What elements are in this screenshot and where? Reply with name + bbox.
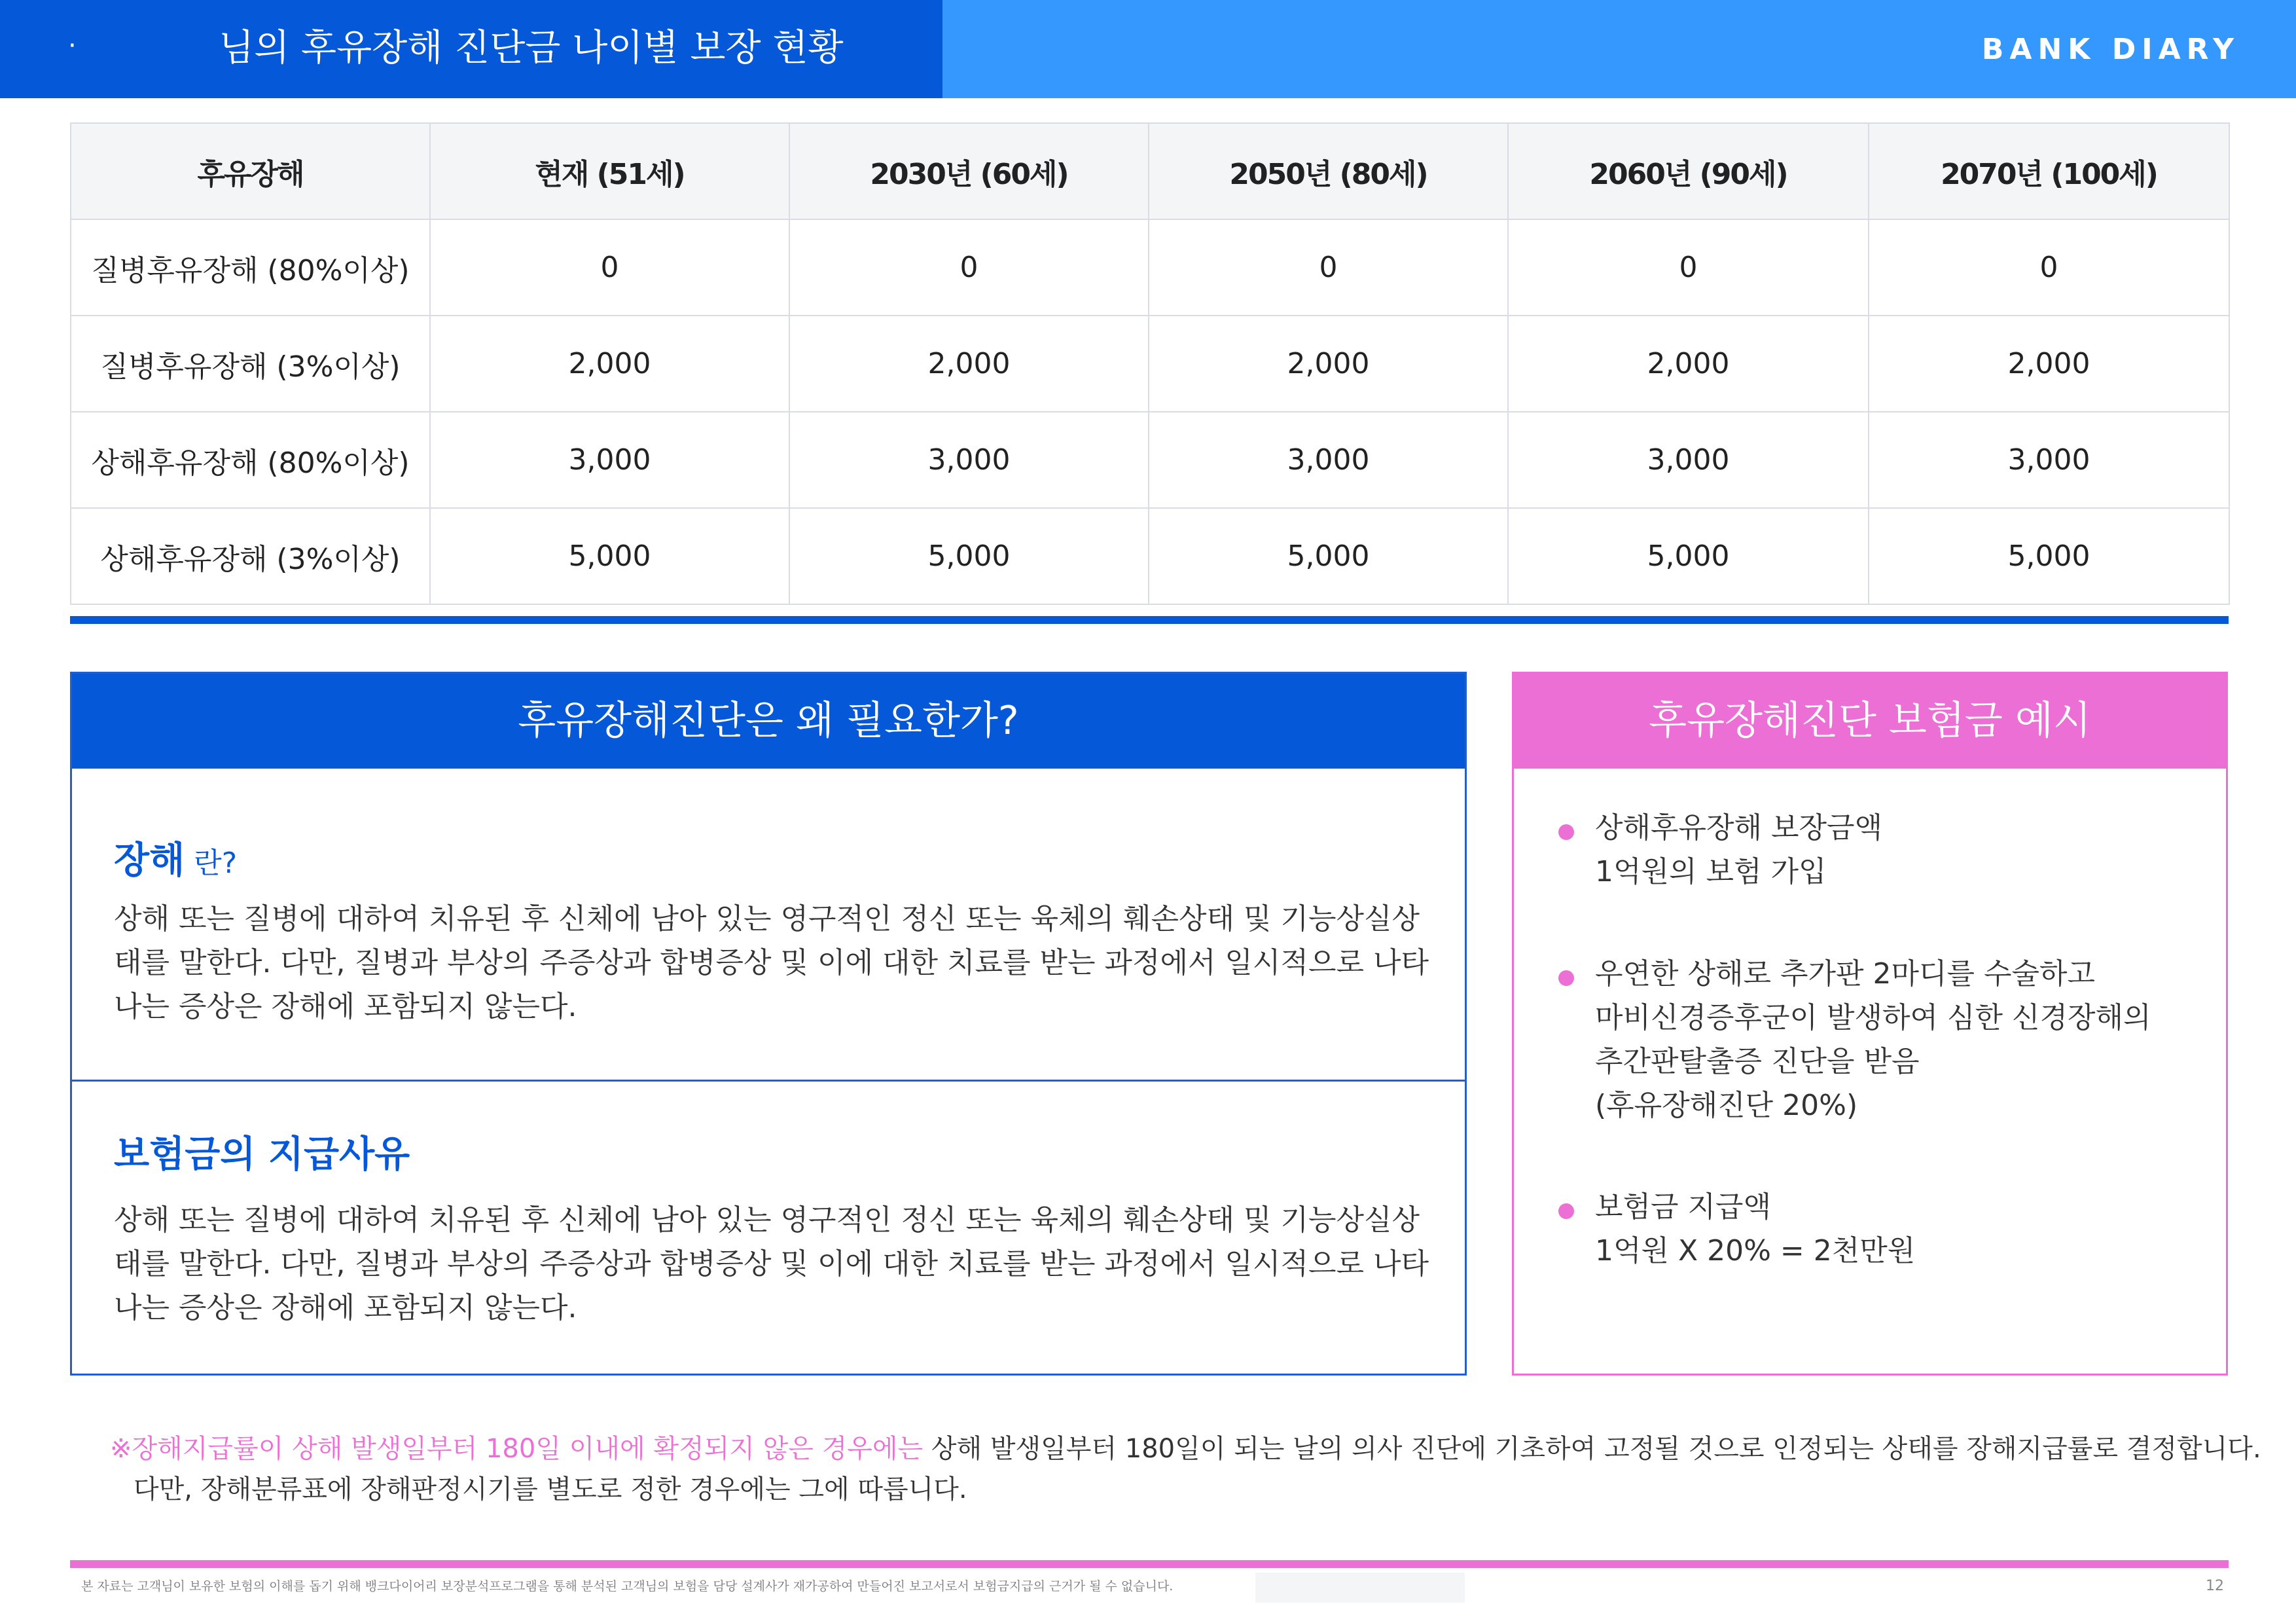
column-header: 2060년 (90세) xyxy=(1508,123,1869,219)
table-row xyxy=(71,508,2229,604)
column-header: 2050년 (80세) xyxy=(1149,123,1508,219)
bullet-dot-icon xyxy=(1558,824,1574,840)
example-line: 상해후유장해 보장금액 xyxy=(1595,811,1883,845)
section-heading xyxy=(114,831,237,884)
example-line: 마비신경증후군이 발생하여 심한 신경장해의 xyxy=(1595,1001,2151,1034)
bullet-dot-icon xyxy=(1558,1203,1574,1219)
notice-text xyxy=(110,1429,2261,1468)
section-body: 상해 또는 질병에 대하여 치유된 후 신체에 남아 있는 영구적인 정신 또는 육체의 훼손상태 및 기능상실상태를 말한다. 다만, 질병과 부상의 주증상과 합병증상 및 이에 대한 치료를 받는 과정에서 일시적으로 나타나는 증상은 장해에 포함되지 않는다. xyxy=(114,902,1429,1023)
table-cell: 0 xyxy=(789,219,1149,316)
row-label: 질병후유장해 (80%이상) xyxy=(71,219,430,316)
payment-reason-section xyxy=(72,1082,1465,1374)
section-body: 상해 또는 질병에 대하여 치유된 후 신체에 남아 있는 영구적인 정신 또는 육체의 훼손상태 및 기능상실상태를 말한다. 다만, 질병과 부상의 주증상과 합병증상 및 이에 대한 치료를 받는 과정에서 일시적으로 나타나는 증상은 장해에 포함되지 않는다. xyxy=(114,1203,1429,1324)
example-line: 1억원 X 20% = 2천만원 xyxy=(1595,1234,1916,1267)
example-line: (후유장해진단 20%) xyxy=(1595,1089,1858,1122)
table-cell: 5,000 xyxy=(1508,508,1869,604)
page-number: 12 xyxy=(2206,1578,2224,1594)
table-cell: 2,000 xyxy=(1869,316,2229,412)
section-heading-text: 장해 xyxy=(114,839,185,882)
column-header: 2070년 (100세) xyxy=(1869,123,2229,219)
section-heading: 보험금의 지급사유 xyxy=(114,1133,410,1176)
benefit-example-panel xyxy=(1512,672,2228,1376)
table-cell: 0 xyxy=(430,219,789,316)
row-label: 상해후유장해 (80%이상) xyxy=(71,412,430,508)
table-header-row xyxy=(71,123,2229,219)
table-cell: 3,000 xyxy=(1149,412,1508,508)
table-cell: 5,000 xyxy=(1149,508,1508,604)
why-panel-title: 후유장해진단은 왜 필요한가? xyxy=(72,674,1465,769)
table-cell: 3,000 xyxy=(430,412,789,508)
header-dot: · xyxy=(68,31,77,61)
table-cell: 5,000 xyxy=(1869,508,2229,604)
notice-text-line2: 다만, 장해분류표에 장해판정시기를 별도로 정한 경우에는 그에 따릅니다. xyxy=(134,1474,967,1504)
footer-disclaimer: 본 자료는 고객님이 보유한 보험의 이해를 돕기 위해 뱅크다이어리 보장분석프로그램을 통해 분석된 고객님의 보험을 담당 설계사가 재가공하여 만들어진 보고서로서 보험금지급의 근거가 될 수 없습니다. xyxy=(81,1579,1174,1594)
column-header: 후유장해 xyxy=(71,123,430,219)
footer-divider xyxy=(70,1560,2229,1568)
table-divider xyxy=(70,616,2229,624)
notice-rest: 상해 발생일부터 180일이 되는 날의 의사 진단에 기초하여 고정될 것으로 인정되는 상태를 장해지급률로 결정합니다. xyxy=(923,1434,2261,1464)
table-cell: 2,000 xyxy=(1508,316,1869,412)
table-cell: 2,000 xyxy=(430,316,789,412)
table-cell: 5,000 xyxy=(430,508,789,604)
table-row xyxy=(71,219,2229,316)
section-heading-suffix: 란? xyxy=(185,847,238,880)
table-cell: 0 xyxy=(1869,219,2229,316)
brand-logo: BANK DIARY xyxy=(1981,33,2240,66)
example-line: 1억원의 보험 가입 xyxy=(1595,855,1827,888)
page-title: 님의 후유장해 진단금 나이별 보장 현황 xyxy=(219,27,844,69)
example-line: 우연한 상해로 추가판 2마디를 수술하고 xyxy=(1595,957,2096,991)
example-panel-title: 후유장해진단 보험금 예시 xyxy=(1514,674,2226,769)
table-cell: 2,000 xyxy=(1149,316,1508,412)
notice-highlight: ※장해지급률이 상해 발생일부터 180일 이내에 확정되지 않은 경우에는 xyxy=(110,1434,924,1464)
column-header: 현재 (51세) xyxy=(430,123,789,219)
example-line: 추간판탈출증 진단을 받음 xyxy=(1595,1045,1920,1078)
example-text xyxy=(1595,806,1882,894)
footer-placeholder-box xyxy=(1255,1573,1465,1603)
table-cell: 0 xyxy=(1149,219,1508,316)
column-header: 2030년 (60세) xyxy=(789,123,1149,219)
page-header xyxy=(0,0,2296,98)
table-cell: 3,000 xyxy=(1869,412,2229,508)
header-title-bar xyxy=(0,0,942,98)
row-label: 상해후유장해 (3%이상) xyxy=(71,508,430,604)
why-needed-panel xyxy=(70,672,1467,1376)
example-text xyxy=(1595,1185,1915,1273)
table-cell: 2,000 xyxy=(789,316,1149,412)
example-line: 보험금 지급액 xyxy=(1595,1190,1772,1224)
table-row xyxy=(71,316,2229,412)
disability-definition-section xyxy=(72,769,1465,1082)
row-label: 질병후유장해 (3%이상) xyxy=(71,316,430,412)
bullet-dot-icon xyxy=(1558,970,1574,986)
table-cell: 0 xyxy=(1508,219,1869,316)
table-cell: 3,000 xyxy=(1508,412,1869,508)
table-cell: 5,000 xyxy=(789,508,1149,604)
coverage-table xyxy=(70,122,2230,605)
table-cell: 3,000 xyxy=(789,412,1149,508)
table-row xyxy=(71,412,2229,508)
example-text xyxy=(1595,952,2151,1127)
